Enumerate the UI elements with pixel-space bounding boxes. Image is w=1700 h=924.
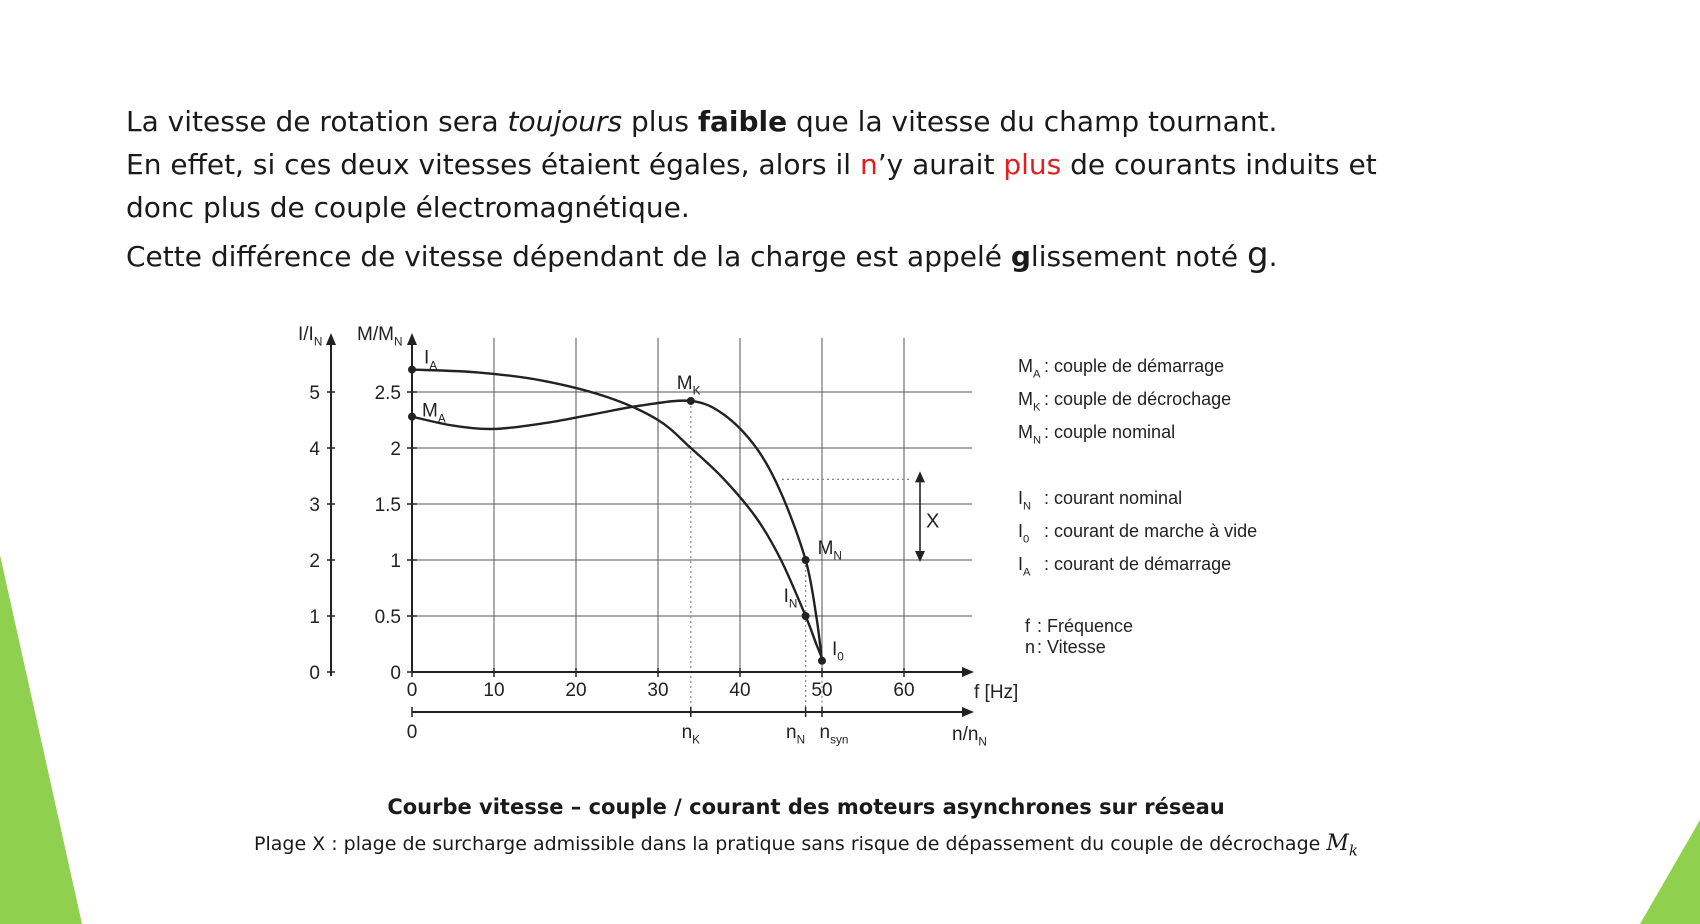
series-line-torque: [412, 401, 822, 661]
key-point-label-0: [424, 348, 437, 373]
x2-axis-arrow-icon: [962, 707, 974, 717]
series-line-current: [412, 370, 822, 658]
key-point-label-2-main: M: [676, 372, 693, 394]
key-point-label-4-main: I: [783, 586, 789, 607]
x2-tick-label-1-sub: K: [692, 733, 701, 747]
chart-caption-note: [0, 831, 1612, 859]
legend-symbol-5: [1018, 554, 1031, 578]
x-tick-label-1: [483, 680, 504, 701]
y-current-tick-label-0: [309, 663, 320, 684]
x2-axis-title: [952, 724, 987, 749]
x2-tick-label-1: [682, 722, 701, 747]
x2-tick-label-2-main: n: [786, 722, 797, 743]
x-tick-label-3-main: 30: [647, 680, 669, 701]
line4-symbol-g: g: [1247, 235, 1269, 275]
y-current-tick-label-1-main: 1: [309, 607, 320, 628]
x-tick-label-1-main: 10: [483, 680, 505, 701]
y-current-tick-label-0-main: 0: [309, 663, 320, 684]
y-current-tick-label-4: [309, 439, 320, 460]
legend-symbol-7: [1025, 637, 1035, 657]
key-point-label-5-main: I: [832, 638, 838, 660]
x-tick-label-0: [407, 680, 418, 701]
x2-tick-label-2-sub: N: [796, 733, 806, 747]
key-point-label-1-main: M: [422, 400, 438, 422]
key-point-label-4-sub: N: [788, 597, 798, 611]
x-axis-title: [974, 682, 1018, 703]
legend-symbol-3-sub: N: [1023, 500, 1032, 513]
legend-symbol-7-main: n: [1025, 637, 1036, 657]
key-point-5: [818, 657, 826, 665]
y-current-tick-label-5: [309, 383, 320, 404]
key-point-label-0-sub: A: [429, 359, 438, 373]
caption-symbol-main: M: [1326, 831, 1349, 856]
y-current-tick-label-5-main: 5: [309, 383, 320, 404]
legend-symbol-3: [1018, 488, 1031, 512]
y-torque-axis-title: [357, 324, 402, 349]
legend-symbol-2: [1018, 422, 1041, 446]
legend-symbol-1-main: M: [1018, 389, 1033, 409]
x2-tick-label-3: [820, 722, 849, 747]
legend-symbol-2-main: M: [1018, 422, 1033, 442]
legend-symbol-0-main: M: [1018, 356, 1033, 376]
legend-text-2: : couple nominal: [1044, 422, 1176, 442]
x2-tick-label-2: [786, 722, 805, 747]
legend-symbol-4-sub: 0: [1023, 533, 1030, 546]
key-point-label-2-sub: K: [692, 384, 701, 398]
legend-symbol-6-main: f: [1025, 616, 1031, 636]
legend-symbol-5-sub: A: [1023, 566, 1031, 579]
x2-axis-title-sub: N: [978, 735, 987, 749]
chart-axes: [326, 333, 974, 717]
x2-tick-label-0-main: 0: [406, 722, 418, 743]
y-current-axis-title: [298, 324, 322, 349]
y-torque-tick-label-4: [390, 439, 401, 460]
key-point-1: [408, 413, 416, 421]
line2-red-plus: plus: [1003, 148, 1062, 181]
y-torque-tick-label-5: [375, 383, 401, 404]
legend-text-7: : Vitesse: [1037, 637, 1106, 657]
legend-text-1: : couple de décrochage: [1044, 389, 1232, 409]
x-tick-label-6-main: 60: [893, 680, 915, 701]
y-torque-axis-arrow-icon: [407, 333, 417, 345]
legend-symbol-0-sub: A: [1033, 368, 1041, 381]
legend-text-5: : courant de démarrage: [1044, 554, 1232, 574]
key-point-2: [687, 397, 695, 405]
x-tick-label-6: [893, 680, 914, 701]
line1-text-c: plus: [622, 105, 698, 138]
key-point-label-3-main: M: [817, 538, 834, 559]
line2-text-a: En effet, si ces deux vitesses étaient égales, alors il: [126, 148, 860, 181]
y-torque-tick-label-0: [390, 663, 401, 684]
caption-note-symbol: [1326, 831, 1358, 860]
legend-text-4: : courant de marche à vide: [1044, 521, 1258, 541]
x-axis-title-main: f [Hz]: [974, 682, 1019, 703]
y-torque-tick-label-0-main: 0: [390, 663, 401, 684]
key-point-label-5: [832, 639, 844, 664]
x2-tick-label-3-sub: syn: [830, 733, 849, 747]
line4-text-a: Cette différence de vitesse dépendant de la charge est appelé: [126, 240, 1011, 273]
key-point-label-3-sub: N: [833, 549, 842, 563]
x-tick-label-0-main: 0: [406, 680, 418, 701]
line4-text-e: .: [1268, 240, 1278, 273]
x-tick-label-5: [811, 680, 832, 701]
key-point-label-5-sub: 0: [837, 650, 844, 664]
key-point-label-1: [422, 401, 446, 426]
line-3: donc plus de couple électromagnétique.: [126, 191, 690, 224]
x-tick-label-4: [729, 680, 750, 701]
x-axis-arrow-icon: [962, 667, 974, 677]
chart-caption-title: Courbe vitesse – couple / courant des moteurs asynchrones sur réseau: [387, 795, 1225, 819]
range-label-main: X: [926, 510, 940, 533]
legend-symbol-4: [1018, 521, 1029, 545]
key-point-label-3: [818, 538, 842, 563]
y-current-tick-label-4-main: 4: [309, 439, 320, 460]
legend-symbol-1: [1018, 389, 1041, 413]
x-tick-label-5-main: 50: [811, 680, 833, 701]
legend-symbol-1-sub: K: [1033, 401, 1041, 414]
range-arrow-up-icon: [915, 471, 925, 482]
legend-text-6: : Fréquence: [1037, 616, 1134, 636]
range-label: [926, 511, 939, 533]
line4-text-c: lissement noté: [1030, 240, 1247, 273]
key-point-3: [802, 556, 810, 564]
legend-symbol-6: [1025, 616, 1031, 636]
y-torque-tick-label-1-main: 0.5: [374, 607, 401, 628]
line1-text-e: que la vitesse du champ tournant.: [787, 105, 1278, 138]
x2-tick-label-1-main: n: [681, 722, 693, 743]
y-current-axis-title-main: I/I: [298, 324, 314, 345]
y-current-tick-label-1: [309, 607, 320, 628]
caption-symbol-sub: k: [1348, 841, 1358, 860]
legend-symbol-5-main: I: [1018, 554, 1024, 574]
x2-tick-label-3-main: n: [819, 722, 831, 743]
chart-series: [408, 366, 826, 665]
x-tick-label-4-main: 40: [729, 680, 751, 701]
line2-text-e: de courants induits et: [1061, 148, 1377, 181]
chart-legend: [1018, 356, 1257, 657]
key-point-label-2: [677, 373, 701, 398]
y-current-tick-label-3-main: 3: [309, 495, 320, 516]
x-tick-label-2-main: 20: [565, 680, 587, 701]
y-current-axis-title-sub: N: [313, 335, 323, 349]
legend-symbol-0: [1018, 356, 1041, 380]
y-current-axis-arrow-icon: [326, 333, 336, 345]
key-point-4: [802, 612, 810, 620]
y-torque-tick-label-3: [375, 495, 401, 516]
legend-symbol-2-sub: N: [1033, 434, 1042, 447]
y-torque-axis-title-main: M/M: [357, 324, 394, 345]
line2-text-c: ’y aurait: [877, 148, 1004, 181]
x2-tick-label-0: [407, 722, 418, 743]
x-tick-label-3: [647, 680, 668, 701]
y-current-tick-label-2: [309, 551, 320, 572]
caption-note-text: Plage X : plage de surcharge admissible dans la pratique sans risque de dépassement du couple de décrochage: [254, 833, 1327, 855]
y-torque-tick-label-1: [375, 607, 401, 628]
line1-text-a: La vitesse de rotation sera: [126, 105, 508, 138]
y-torque-tick-label-3-main: 1.5: [374, 495, 401, 516]
line1-italic: toujours: [507, 105, 623, 138]
legend-symbol-4-main: I: [1018, 521, 1024, 541]
line2-red-n: n: [859, 148, 878, 181]
legend-text-0: : couple de démarrage: [1044, 356, 1225, 376]
key-point-0: [408, 366, 416, 374]
key-point-label-0-main: I: [424, 347, 430, 369]
y-torque-tick-label-4-main: 2: [390, 439, 401, 460]
line4-bold-g: g: [1010, 240, 1031, 273]
y-torque-tick-label-2-main: 1: [390, 551, 401, 572]
y-current-tick-label-2-main: 2: [309, 551, 320, 572]
legend-symbol-3-main: I: [1018, 488, 1024, 508]
line1-bold: faible: [697, 105, 788, 138]
x-tick-label-2: [565, 680, 586, 701]
y-torque-tick-label-5-main: 2.5: [374, 383, 401, 404]
key-point-label-1-sub: A: [437, 412, 446, 426]
y-current-tick-label-3: [309, 495, 320, 516]
x2-axis-title-main: n/n: [952, 724, 979, 745]
y-torque-axis-title-sub: N: [393, 335, 403, 349]
y-torque-tick-label-2: [390, 551, 401, 572]
legend-text-3: : courant nominal: [1044, 488, 1183, 508]
